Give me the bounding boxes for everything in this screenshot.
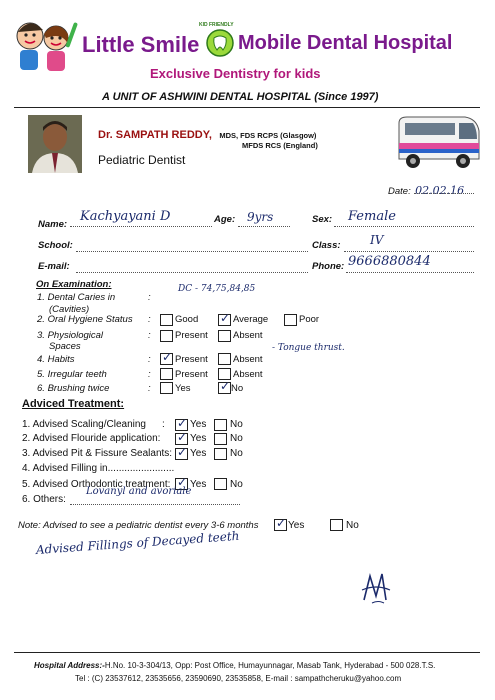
exam-item-6-colon: :	[148, 383, 151, 394]
oral-poor-checkbox[interactable]	[284, 314, 297, 326]
fluoride-no-checkbox[interactable]	[214, 433, 227, 445]
treatment-item-6	[22, 494, 66, 505]
address-label: Hospital Address:-	[34, 661, 105, 670]
exam-item-label: Brushing twice	[47, 383, 110, 394]
treatment-item-4	[22, 463, 174, 474]
habits-present-checkbox[interactable]	[160, 350, 173, 365]
scaling-yes-label: Yes	[190, 419, 207, 430]
date-field	[388, 181, 464, 199]
exam-item-num: 5.	[37, 369, 45, 380]
irregular-absent-label: Absent	[233, 369, 263, 380]
class-label: Class:	[312, 240, 341, 251]
sex-label: Sex:	[312, 214, 333, 225]
note-yes-label: Yes	[288, 520, 305, 531]
kids-logo-icon	[10, 14, 80, 74]
age-label: Age:	[214, 214, 236, 225]
treatment-label: Advised Scaling/Cleaning	[32, 419, 146, 430]
tooth-badge	[205, 28, 235, 58]
name-field	[38, 214, 67, 232]
class-rule	[344, 251, 474, 252]
fluoride-yes-label: Yes	[190, 433, 207, 444]
date-label: Date:	[388, 186, 411, 197]
brushing-no-label: No	[231, 383, 244, 394]
treatment-num: 2.	[22, 433, 31, 444]
scaling-no-label: No	[230, 419, 243, 430]
date-rule	[414, 193, 474, 194]
sealants-yes-label: Yes	[190, 448, 207, 459]
exam-item-2-colon: :	[148, 314, 151, 325]
doctor-signature	[358, 570, 394, 606]
sealants-no-checkbox[interactable]	[214, 448, 227, 460]
logo-text: Little Smile	[82, 32, 200, 57]
exam-item-label: Oral Hygiene Status	[47, 314, 133, 325]
check-mark-icon: ✓	[177, 430, 188, 444]
name-value: Kachyayani D	[80, 209, 171, 224]
spaces-present-label: Present	[175, 330, 208, 341]
exam-item-3	[37, 330, 103, 341]
mobile-van	[395, 113, 481, 171]
irregular-present-label: Present	[175, 369, 208, 380]
footer-rule	[14, 652, 480, 653]
class-value: IV	[370, 233, 384, 247]
name-label: Name:	[38, 219, 68, 230]
check-mark-icon: ✓	[177, 445, 188, 459]
exam-item-1	[37, 292, 115, 303]
header-rule	[14, 107, 480, 108]
exam-item-label: Dental Caries in	[47, 292, 116, 303]
treatment-num: 1.	[22, 419, 31, 430]
examination-heading: On Examination:	[36, 279, 112, 290]
spaces-present-checkbox[interactable]	[160, 330, 173, 342]
ortho-yes-label: Yes	[190, 479, 207, 490]
date-value: 02.02.16	[415, 184, 465, 197]
check-mark-icon: ✓	[162, 350, 173, 364]
note-no-checkbox[interactable]	[330, 519, 343, 531]
exam-item-label: Physiological	[47, 330, 104, 341]
check-mark-icon: ✓	[220, 311, 231, 325]
exam-item-num: 1.	[37, 292, 45, 303]
irregular-present-checkbox[interactable]	[160, 368, 173, 380]
habits-present-label: Present	[175, 354, 208, 365]
habits-absent-label: Absent	[233, 354, 263, 365]
unit-line: A UNIT OF ASHWINI DENTAL HOSPITAL (Since 1997)	[102, 91, 379, 103]
sealants-no-label: No	[230, 448, 243, 459]
spaces-absent-label: Absent	[233, 330, 263, 341]
brushing-yes-checkbox[interactable]	[160, 382, 173, 394]
exam-item-label: Habits	[47, 354, 75, 365]
doctor-quals-1: MDS, FDS RCPS (Glasgow)	[219, 131, 317, 140]
others-rule	[70, 504, 240, 505]
phone-value: 9666880844	[348, 254, 431, 269]
oral-average-checkbox[interactable]	[218, 311, 231, 326]
exam-item-label: Irregular teeth	[47, 369, 107, 380]
exam-item-1-value: DC - 74,75,84,85	[178, 284, 256, 294]
exam-item-4-colon: :	[148, 354, 151, 365]
brushing-yes-label: Yes	[175, 383, 191, 394]
handwritten-advice: Advised Fillings of Decayed teeth	[35, 528, 240, 557]
exam-item-5	[37, 369, 107, 380]
age-value: 9yrs	[247, 210, 274, 224]
hospital-title: Mobile Dental Hospital	[238, 32, 453, 54]
doctor-role: Pediatric Dentist	[98, 153, 186, 167]
exam-item-num: 6.	[37, 383, 45, 394]
exam-item-1-colon: :	[148, 292, 151, 303]
treatment-label: Advised Orthodontic treatment:	[32, 479, 171, 490]
note-yes-checkbox[interactable]	[274, 516, 287, 531]
exam-item-num: 2.	[37, 314, 45, 325]
exam-item-num: 3.	[37, 330, 45, 341]
sealants-yes-checkbox[interactable]	[175, 445, 188, 460]
sex-rule	[334, 226, 474, 227]
ortho-no-checkbox[interactable]	[214, 478, 227, 490]
spaces-absent-checkbox[interactable]	[218, 330, 231, 342]
address-text: H.No. 10-3-304/13, Opp: Post Office, Humayunnagar, Masab Tank, Hyderabad - 500 028.T.S.	[104, 661, 436, 670]
exam-item-6	[37, 383, 109, 394]
bus-icon	[395, 113, 481, 171]
age-rule	[238, 226, 290, 227]
exam-item-3-colon: :	[148, 330, 151, 341]
note-text: Note: Advised to see a pediatric dentist every 3-6 months	[18, 520, 259, 531]
exam-item-1-label2: (Cavities)	[49, 304, 90, 315]
treatment-item-1	[22, 419, 146, 430]
doctor-name-text: Dr. SAMPATH REDDY,	[98, 129, 212, 141]
email-label: E-mail:	[38, 261, 70, 272]
oral-good-checkbox[interactable]	[160, 314, 173, 326]
check-mark-icon: ✓	[220, 379, 231, 393]
treatment-label: Advised Filling in........................	[32, 463, 175, 474]
oral-good-label: Good	[175, 314, 199, 325]
check-mark-icon: ✓	[177, 416, 188, 430]
footer-address	[34, 661, 435, 670]
exam-item-2	[37, 314, 133, 325]
exam-item-5-colon: :	[148, 369, 151, 380]
sex-value: Female	[348, 209, 396, 224]
others-value: Lovanyl and avoriale	[86, 486, 192, 497]
habits-absent-checkbox[interactable]	[218, 353, 231, 365]
tooth-badge-icon	[205, 28, 235, 58]
treatment-label: Others:	[33, 494, 66, 505]
note-no-label: No	[346, 520, 359, 531]
treatment-heading: Adviced Treatment:	[22, 398, 125, 410]
doctor-quals-2: MFDS RCS (England)	[242, 141, 318, 150]
treatment-num: 5.	[22, 479, 31, 490]
brushing-no-checkbox[interactable]	[218, 379, 231, 394]
phone-rule	[346, 272, 474, 273]
doctor-photo	[28, 115, 82, 173]
treatment-label: Advised Pit & Fissure Sealants:	[32, 448, 173, 459]
check-mark-icon: ✓	[276, 516, 287, 530]
kids-logo	[10, 14, 80, 74]
email-rule	[76, 272, 308, 273]
ortho-no-label: No	[230, 479, 243, 490]
exam-item-4	[37, 354, 75, 365]
fluoride-no-label: No	[230, 433, 243, 444]
scaling-no-checkbox[interactable]	[214, 419, 227, 431]
treatment-num: 3.	[22, 448, 31, 459]
treatment-item-1-colon: :	[162, 419, 165, 430]
oral-average-label: Average	[233, 314, 269, 325]
footer-contact: Tel : (C) 23537612, 23535656, 23590690, 23535858, E-mail : sampathcheruku@yahoo.com	[75, 674, 402, 683]
school-rule	[76, 251, 308, 252]
signature-icon	[358, 570, 394, 606]
habits-note: - Tongue thrust.	[272, 343, 345, 353]
subtitle: Exclusive Dentistry for kids	[150, 66, 321, 81]
treatment-num: 4.	[22, 463, 31, 474]
treatment-item-3	[22, 448, 172, 459]
school-label: School:	[38, 240, 73, 251]
fluoride-yes-checkbox[interactable]	[175, 430, 188, 445]
phone-label: Phone:	[312, 261, 345, 272]
check-mark-icon: ✓	[177, 475, 188, 489]
treatment-item-2	[22, 433, 160, 444]
logo-ribbon: KID FRIENDLY	[199, 22, 234, 28]
exam-item-num: 4.	[37, 354, 45, 365]
oral-poor-label: Poor	[299, 314, 320, 325]
treatment-label: Advised Flouride application:	[32, 433, 161, 444]
doctor-photo-icon	[28, 115, 82, 173]
exam-item-3-label2: Spaces	[49, 341, 81, 352]
name-rule	[70, 226, 212, 227]
treatment-num: 6.	[22, 494, 31, 505]
